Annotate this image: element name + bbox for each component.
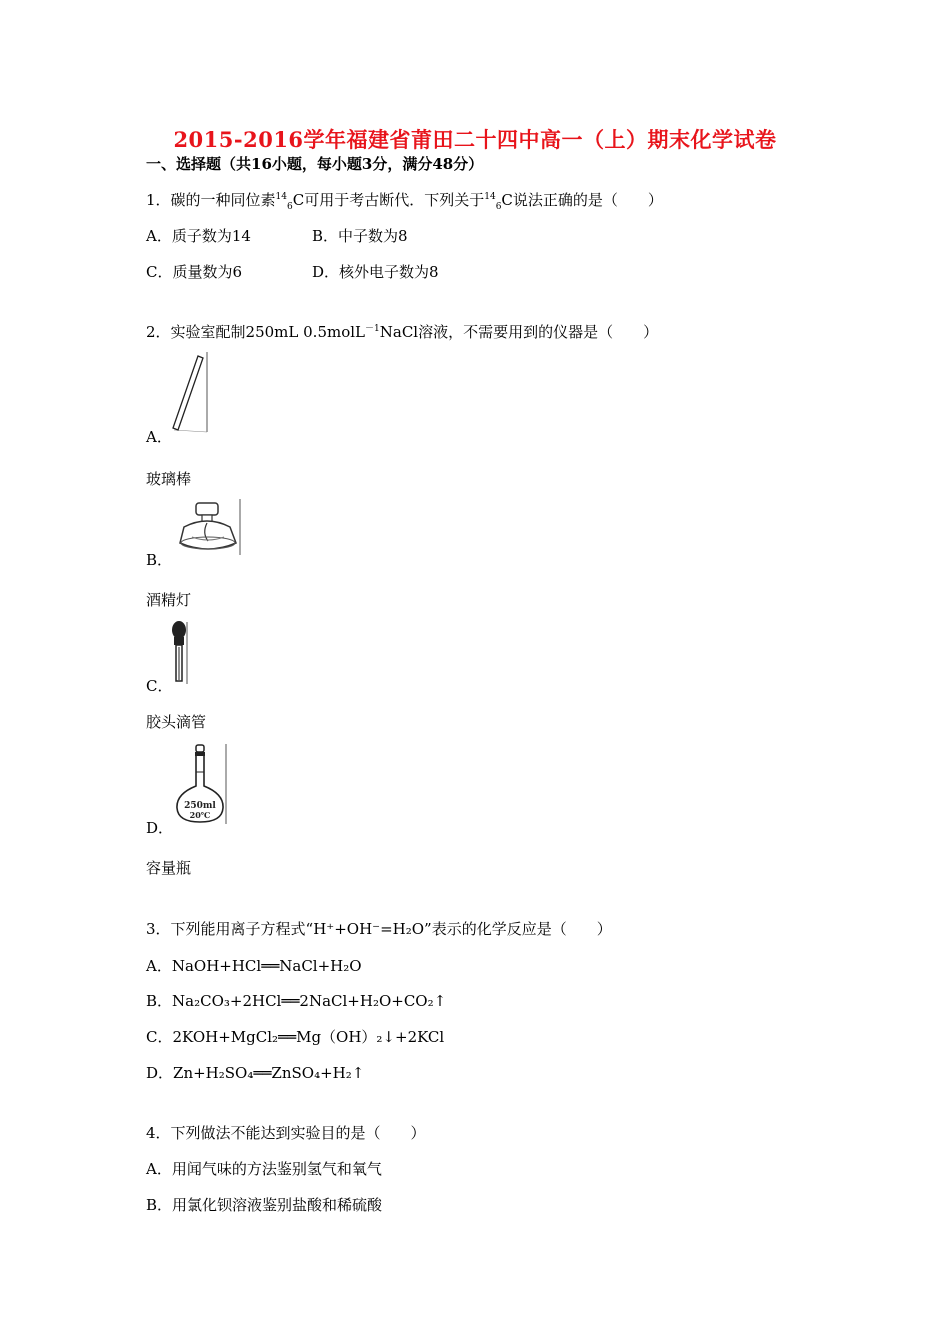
q3-option-b: B．Na₂CO₃+2HCl══2NaCl+H₂O+CO₂↑ (146, 992, 447, 1010)
element-symbol: C (292, 191, 305, 209)
q2-option-b-name: 酒精灯 (146, 591, 192, 609)
q3-option-a: A．NaOH+HCl══NaCl+H₂O (146, 957, 362, 975)
q4-option-a: A．用闻气味的方法鉴别氢气和氧气 (146, 1160, 382, 1178)
q2-unit-exponent: －1 (365, 324, 380, 334)
q4-option-b: B．用氯化钡溶液鉴别盐酸和稀硫酸 (146, 1196, 383, 1214)
q2-option-a-name: 玻璃棒 (146, 470, 192, 488)
flask-capacity-text: 250ml (184, 801, 216, 811)
q1-option-a: A．质子数为14 (146, 227, 251, 245)
q1-option-d: D．核外电子数为8 (312, 263, 439, 281)
q1-stem-part: 可用于考古断代．下列关于 (304, 191, 485, 209)
atomic-number: 6 (287, 202, 293, 212)
q2-stem-part: 2．实验室配制250mL 0.5mol (146, 323, 356, 341)
q2-stem-part: NaCl溶液，不需要用到的仪器是（ ） (379, 323, 659, 341)
q1-option-b: B．中子数为8 (312, 227, 408, 245)
flask-temperature-text: 20℃ (189, 810, 211, 820)
q2-option-c-name: 胶头滴管 (146, 713, 207, 731)
exam-title: 2015-2016学年福建省莆田二十四中高一（上）期末化学试卷 (173, 127, 777, 152)
q2-option-d-label: D． (146, 819, 174, 837)
q1-stem-part: 1．碳的一种同位素 (146, 191, 276, 209)
q1-stem-part: 说法正确的是（ ） (512, 191, 663, 209)
q2-option-d-name: 容量瓶 (146, 859, 192, 877)
section-heading: 一、选择题（共16小题，每小题3分，满分48分） (146, 155, 484, 173)
q1-option-c: C．质量数为6 (146, 263, 243, 281)
q2-option-c-label: C． (146, 677, 173, 695)
q2-option-b-label: B． (146, 551, 173, 569)
question-4-stem: 4．下列做法不能达到实验目的是（ ） (146, 1124, 426, 1142)
q2-unit: L (355, 323, 366, 341)
atomic-number: 6 (495, 202, 502, 212)
q3-option-d: D．Zn+H₂SO₄══ZnSO₄+H₂↑ (146, 1064, 365, 1082)
q2-option-a-label: A． (146, 428, 172, 446)
mass-number: 14 (275, 192, 287, 202)
volumetric-flask-image (170, 742, 230, 826)
q3-option-c: C．2KOH+MgCl₂══Mg（OH）₂↓+2KCl (146, 1028, 445, 1046)
element-symbol: C (501, 191, 513, 209)
glass-rod-image (170, 352, 210, 434)
question-1-stem (146, 189, 663, 212)
alcohol-lamp-image (172, 497, 244, 557)
question-2-stem (146, 321, 658, 342)
mass-number: 14 (484, 192, 496, 202)
question-3-stem: 3．下列能用离子方程式“H⁺+OH⁻=H₂O”表示的化学反应是（ ） (146, 920, 612, 938)
